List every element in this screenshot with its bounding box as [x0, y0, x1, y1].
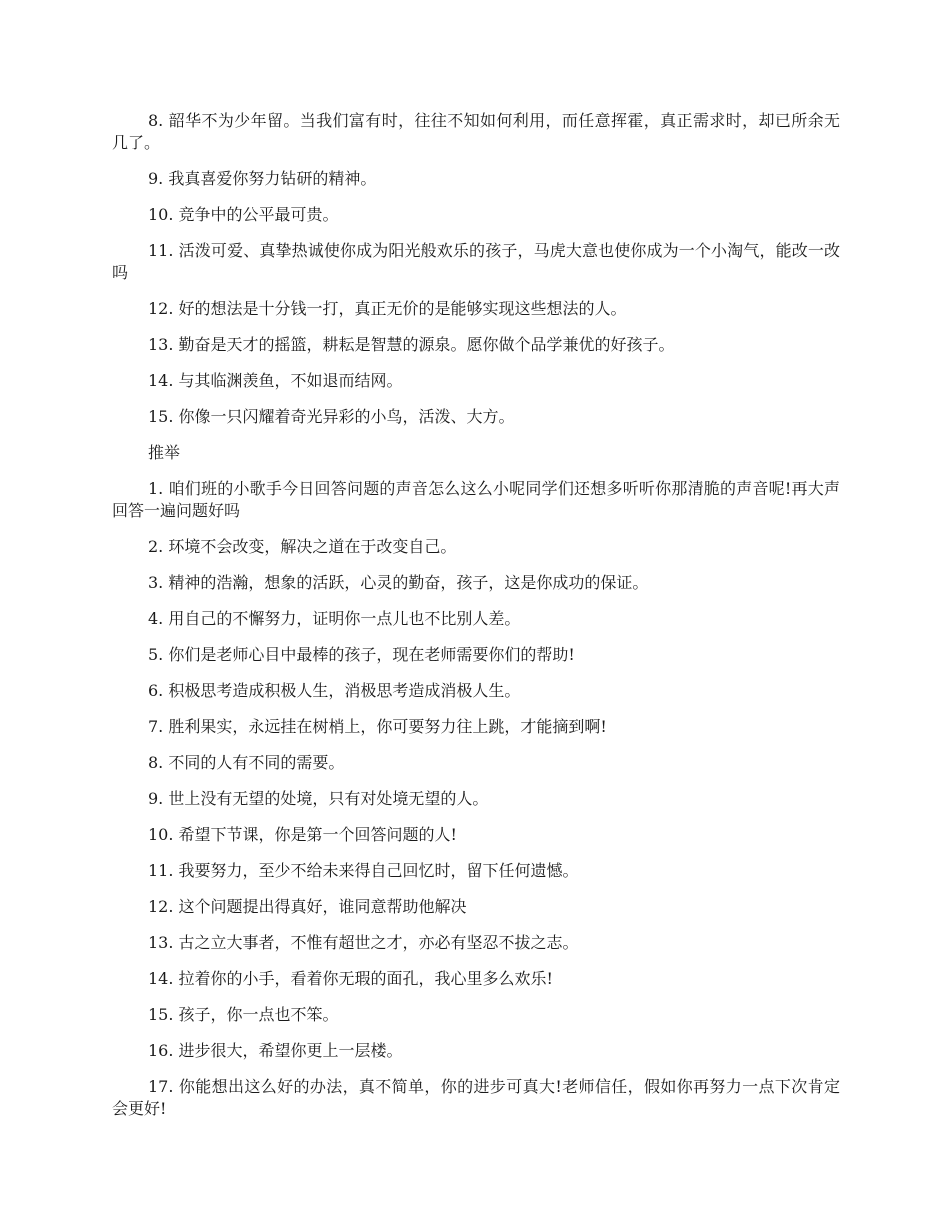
list-item: 3. 精神的浩瀚，想象的活跃，心灵的勤奋，孩子，这是你成功的保证。: [148, 573, 649, 592]
list-item: 12. 这个问题提出得真好，谁同意帮助他解决: [148, 897, 467, 916]
list-item: 1. 咱们班的小歌手今日回答问题的声音怎么这么小呢同学们还想多听听你那清脆的声音呢!再大声回答一遍问题好吗: [112, 479, 840, 520]
list-item: 11. 我要努力，至少不给未来得自己回忆时，留下任何遗憾。: [148, 861, 579, 880]
document-body: [112, 110, 840, 1120]
list-item: 14. 与其临渊羡鱼，不如退而结网。: [148, 371, 403, 390]
list-item: 13. 古之立大事者，不惟有超世之才，亦必有坚忍不拔之志。: [148, 933, 579, 952]
list-item: 17. 你能想出这么好的办法，真不简单，你的进步可真大!老师信任，假如你再努力一点下次肯定会更好!: [112, 1077, 840, 1118]
list-item: 11. 活泼可爱、真挚热诚使你成为阳光般欢乐的孩子，马虎大意也使你成为一个小淘气，能改一改吗: [112, 241, 840, 282]
list-item: 15. 你像一只闪耀着奇光异彩的小鸟，活泼、大方。: [148, 407, 515, 426]
list-item: 6. 积极思考造成积极人生，消极思考造成消极人生。: [148, 681, 521, 700]
list-item: 9. 世上没有无望的处境，只有对处境无望的人。: [148, 789, 489, 808]
list-item: 16. 进步很大，希望你更上一层楼。: [148, 1041, 403, 1060]
list-item: 10. 竞争中的公平最可贵。: [148, 205, 339, 224]
list-item: 10. 希望下节课，你是第一个回答问题的人!: [148, 825, 457, 844]
list-item: 13. 勤奋是天才的摇篮，耕耘是智慧的源泉。愿你做个品学兼优的好孩子。: [148, 335, 675, 354]
list-item: 12. 好的想法是十分钱一打，真正无价的是能够实现这些想法的人。: [148, 299, 627, 318]
list-item: 2. 环境不会改变，解决之道在于改变自己。: [148, 537, 457, 556]
list-item: 15. 孩子，你一点也不笨。: [148, 1005, 339, 1024]
list-item: 5. 你们是老师心目中最棒的孩子，现在老师需要你们的帮助!: [148, 645, 575, 664]
list-item: 9. 我真喜爱你努力钻研的精神。: [148, 169, 377, 188]
section-heading: 推举: [148, 443, 181, 462]
list-item: 4. 用自己的不懈努力，证明你一点儿也不比别人差。: [148, 609, 521, 628]
list-item: 14. 拉着你的小手，看着你无瑕的面孔，我心里多么欢乐!: [148, 969, 553, 988]
list-item: 8. 韶华不为少年留。当我们富有时，往往不知如何利用，而任意挥霍，真正需求时，却已所余无几了。: [112, 111, 840, 152]
list-item: 8. 不同的人有不同的需要。: [148, 753, 345, 772]
list-item: 7. 胜利果实，永远挂在树梢上，你可要努力往上跳，才能摘到啊!: [148, 717, 607, 736]
